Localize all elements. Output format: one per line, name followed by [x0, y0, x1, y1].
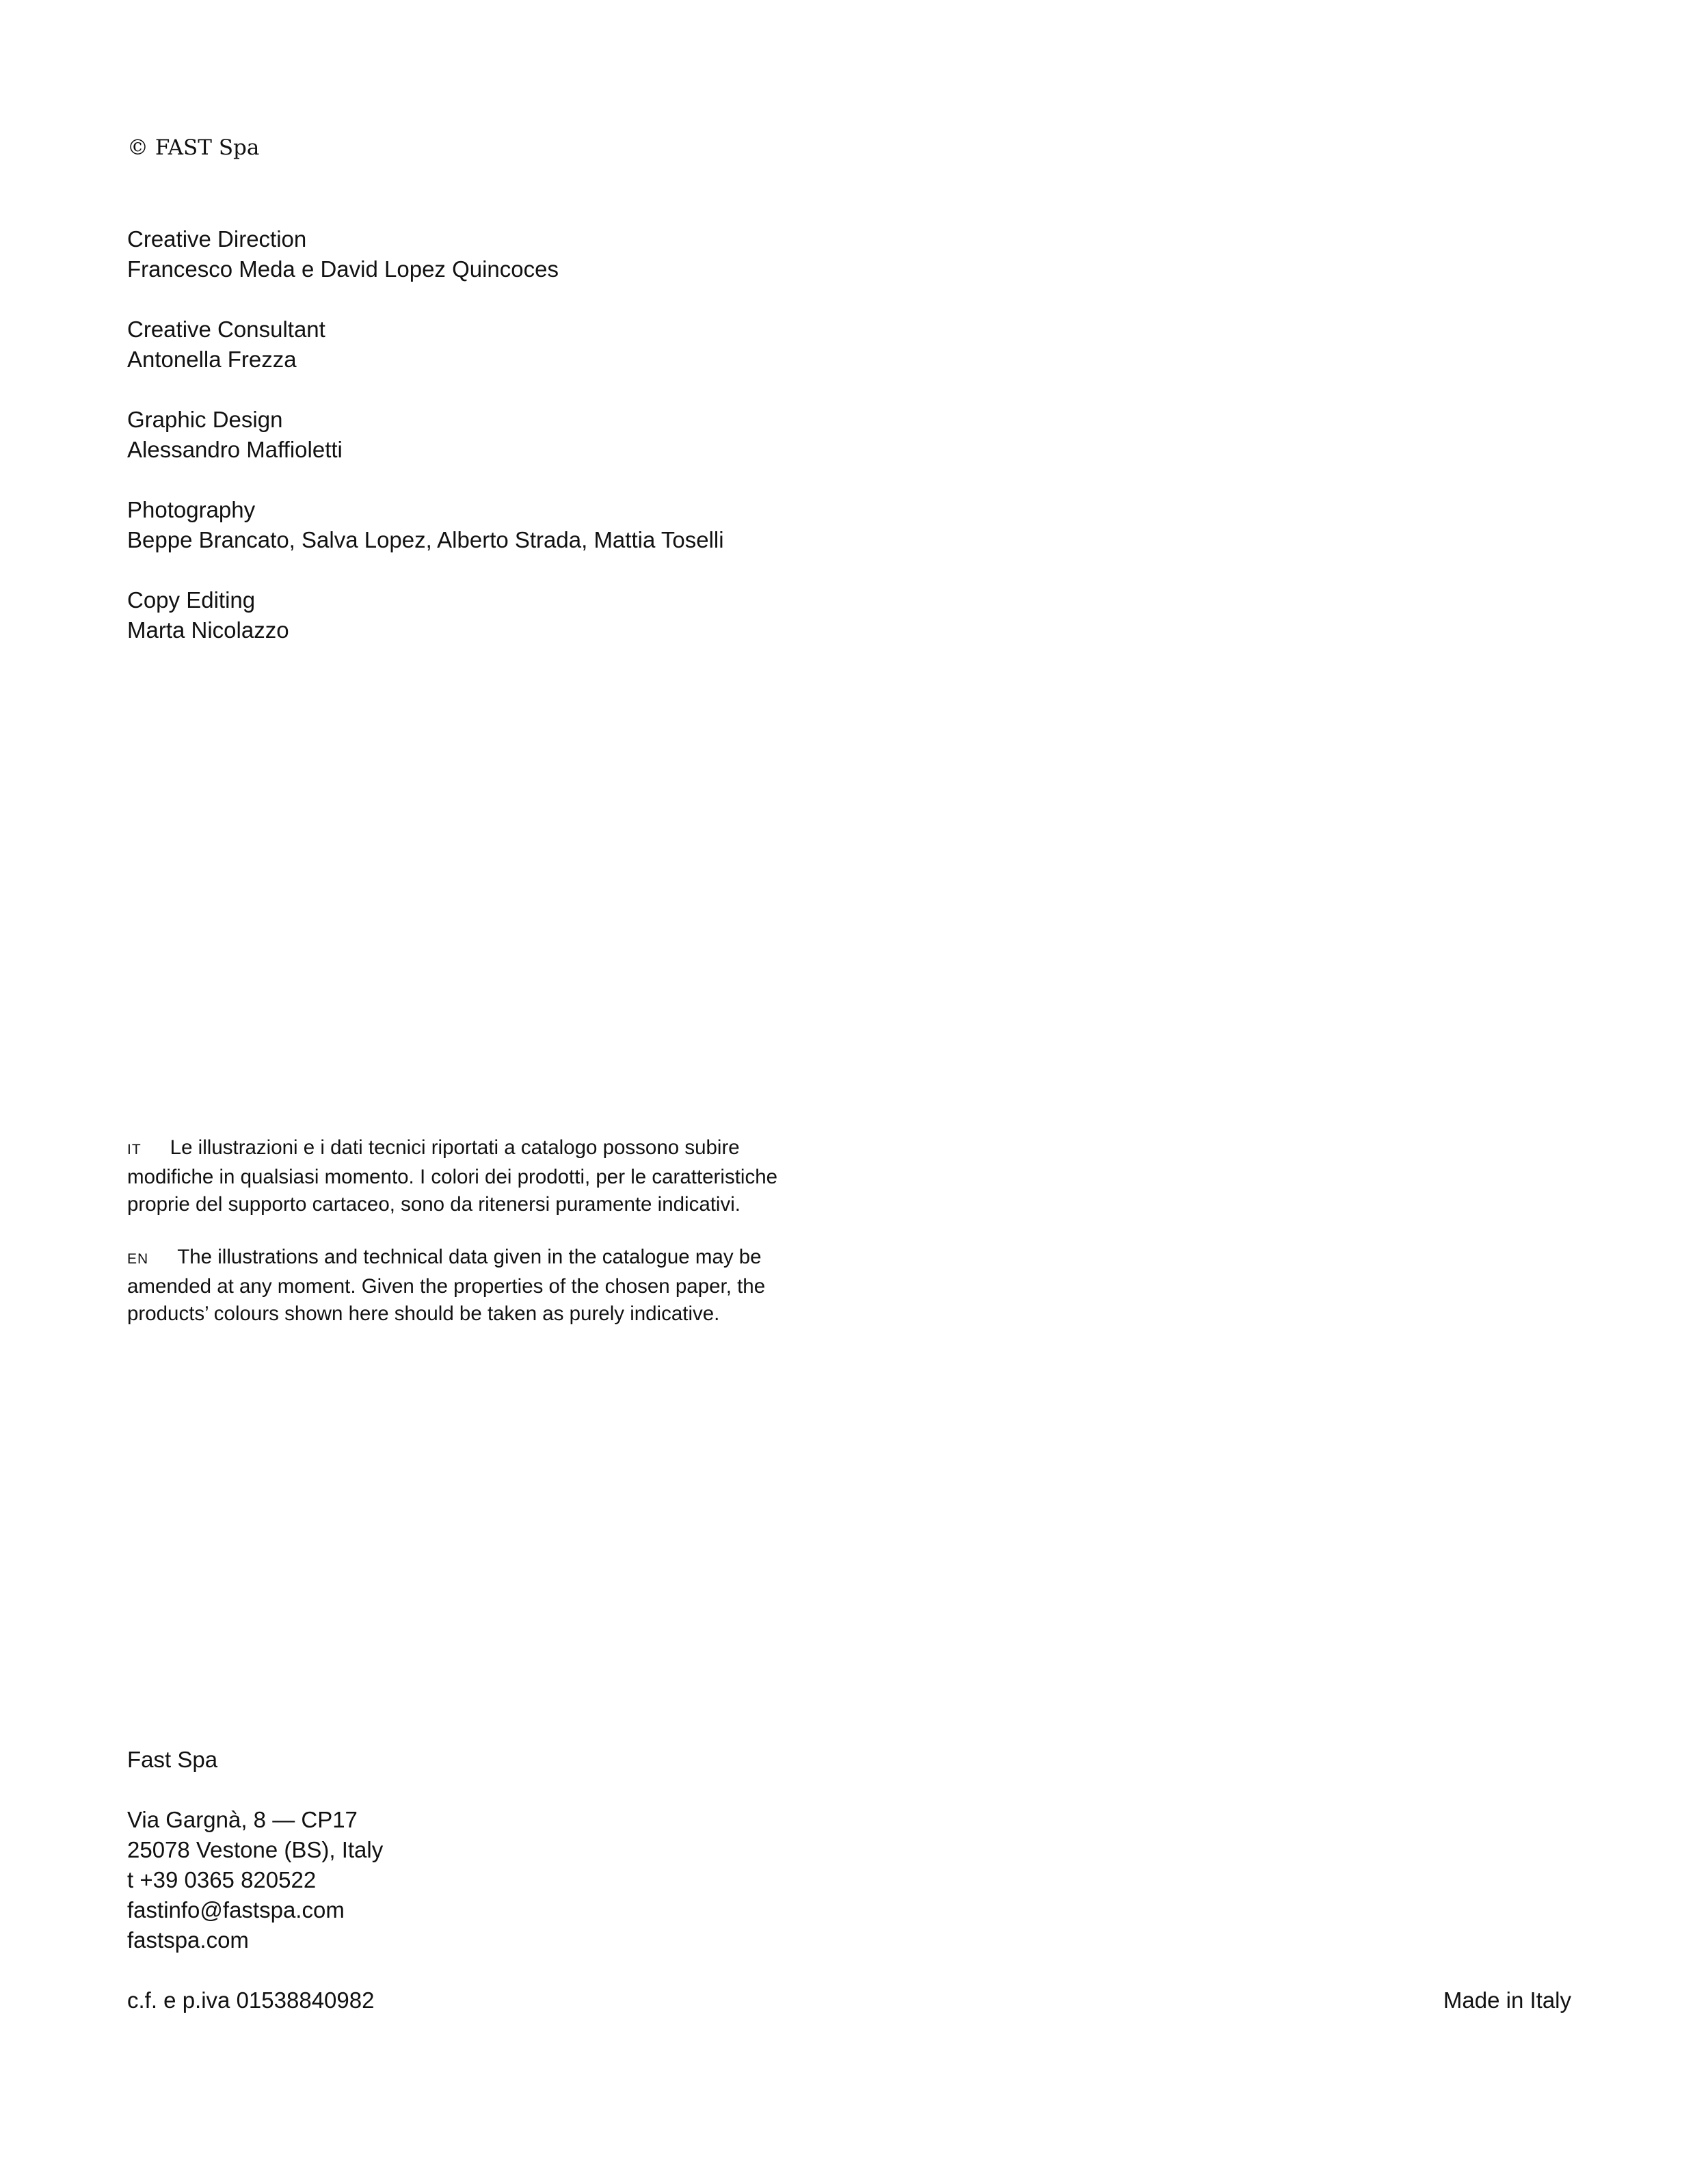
email-link[interactable]: fastinfo@fastspa.com	[127, 1897, 345, 1923]
disclaimer-text-it: Le illustrazioni e i dati tecnici riportati a catalogo possono subire modifiche in qualsiasi momento. I colori dei prodotti, per le caratteristiche proprie del supporto cartaceo, sono da ritenersi puramente indicativi.	[127, 1136, 778, 1216]
credit-role: Photography	[127, 497, 256, 522]
vat-number: c.f. e p.iva 01538840982	[127, 1987, 375, 2013]
credit-names: Antonella Frezza	[127, 347, 297, 372]
credit-role: Copy Editing	[127, 587, 256, 613]
address-street: Via Gargnà, 8 — CP17	[127, 1807, 358, 1832]
made-in-italy: Made in Italy	[1443, 1987, 1571, 2013]
credit-names: Beppe Brancato, Salva Lopez, Alberto Strada, Mattia Toselli	[127, 527, 724, 552]
disclaimer-text-en: The illustrations and technical data given in the catalogue may be amended at any moment. Given the properties of the chosen paper, the products’ colours shown here should be taken as purely indicative.	[127, 1246, 766, 1325]
credit-graphic-design	[127, 405, 724, 465]
address-city: 25078 Vestone (BS), Italy	[127, 1837, 384, 1862]
credit-role: Creative Consultant	[127, 317, 325, 342]
credit-role: Creative Direction	[127, 226, 307, 252]
phone-number: t +39 0365 820522	[127, 1867, 317, 1892]
disclaimer-english	[127, 1244, 811, 1328]
company-address-block	[127, 1805, 383, 1955]
disclaimer-italian	[127, 1134, 811, 1218]
copyright-notice: © FAST Spa	[127, 135, 260, 160]
language-code-it: IT	[127, 1142, 142, 1157]
credit-creative-consultant	[127, 314, 724, 375]
website-link[interactable]: fastspa.com	[127, 1927, 249, 1953]
credit-copy-editing	[127, 585, 724, 645]
credit-names: Marta Nicolazzo	[127, 617, 289, 643]
credit-names: Francesco Meda e David Lopez Quincoces	[127, 256, 559, 282]
language-code-en: EN	[127, 1251, 149, 1267]
credits-list	[127, 224, 724, 675]
credit-creative-direction	[127, 224, 724, 284]
company-name: Fast Spa	[127, 1747, 218, 1772]
credit-photography	[127, 495, 724, 555]
credit-names: Alessandro Maffioletti	[127, 437, 343, 462]
credit-role: Graphic Design	[127, 407, 283, 432]
